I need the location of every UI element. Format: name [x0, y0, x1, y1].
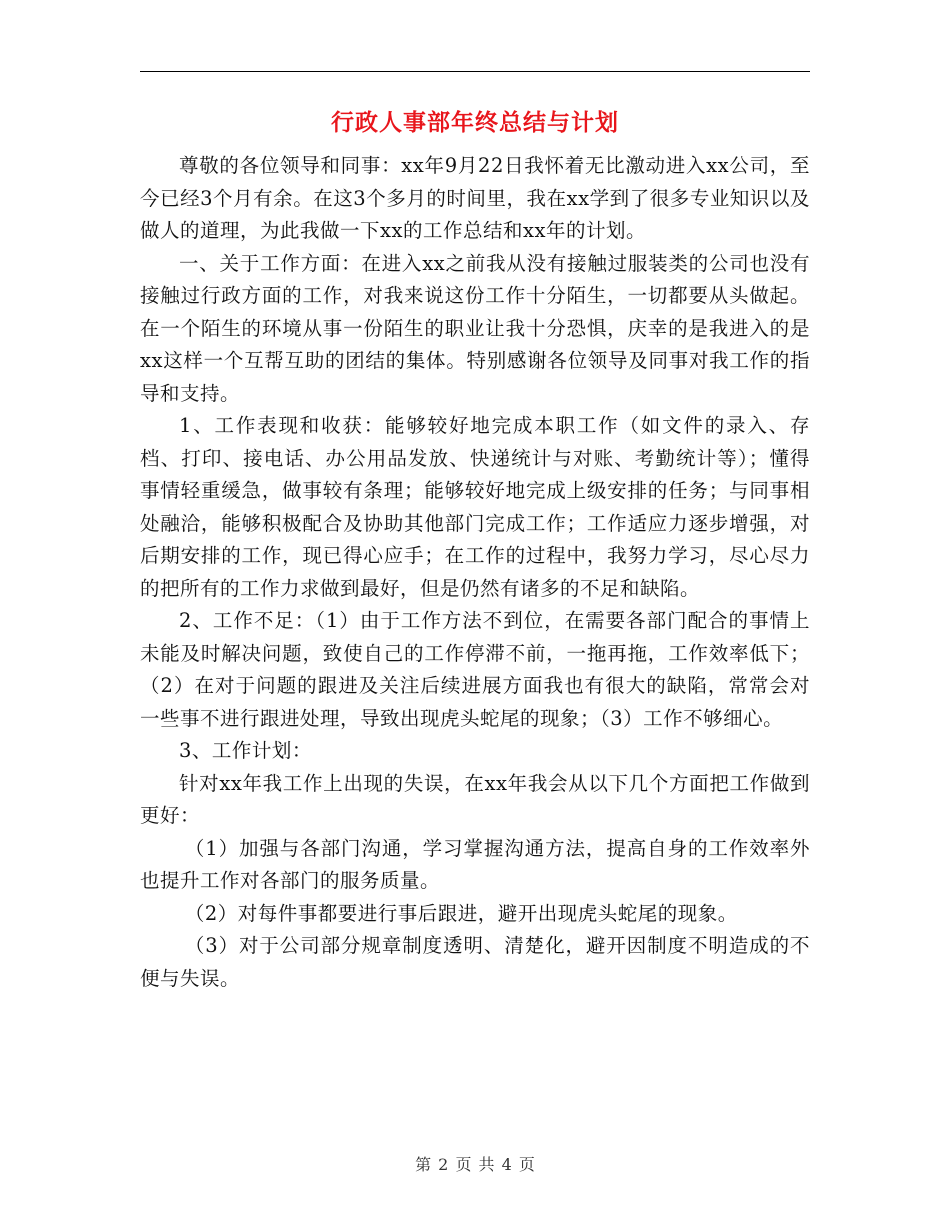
paragraph-shortcomings: 2、工作不足：（1）由于工作方法不到位，在需要各部门配合的事情上未能及时解决问题，致使自己的工作停滞不前，一拖再拖，工作效率低下；（2）在对于问题的跟进及关注后续进展方面我也有很大的缺陷，常常会对一些事不进行跟进处理，导致出现虎头蛇尾的现象；（3）工作不够细心。 [140, 609, 810, 730]
page-number: 第 2 页 共 4 页 [415, 1155, 535, 1174]
paragraph-greeting: 尊敬的各位领导和同事：xx年9月22日我怀着无比激动进入xx公司，至今已经3个月有余。在这3个多月的时间里，我在xx学到了很多专业知识以及做人的道理，为此我做一下xx的工作总结和xx年的计划。 [140, 154, 810, 242]
paragraph-performance: 1、工作表现和收获：能够较好地完成本职工作（如文件的录入、存档、打印、接电话、办公用品发放、快递统计与对账、考勤统计等）；懂得事情轻重缓急，做事较有条理；能够较好地完成上级安排的任务；与同事相处融洽，能够积极配合及协助其他部门完成工作；工作适应力逐步增强，对后期安排的工作，现已得心应手；在工作的过程中，我努力学习，尽心尽力的把所有的工作力求做到最好，但是仍然有诸多的不足和缺陷。 [140, 414, 810, 600]
paragraph-work-aspect: 一、关于工作方面：在进入xx之前我从没有接触过服装类的公司也没有接触过行政方面的工作，对我来说这份工作十分陌生，一切都要从头做起。在一个陌生的环境从事一份陌生的职业让我十分恐惧，庆幸的是我进入的是xx这样一个互帮互助的团结的集体。特别感谢各位领导及同事对我工作的指导和支持。 [140, 251, 810, 405]
document-body [140, 150, 810, 995]
paragraph-plan-heading: 3、工作计划： [179, 739, 312, 762]
document-title: 行政人事部年终总结与计划 [331, 109, 619, 136]
paragraph-plan-item-3: （3）对于公司部分规章制度透明、清楚化，避开因制度不明造成的不便与失误。 [140, 934, 810, 990]
paragraph-plan-intro: 针对xx年我工作上出现的失误，在xx年我会从以下几个方面把工作做到更好： [140, 771, 810, 827]
paragraph-plan-item-1: （1）加强与各部门沟通，学习掌握沟通方法，提高自身的工作效率外也提升工作对各部门的服务质量。 [140, 836, 810, 892]
paragraph-plan-item-2: （2）对每件事都要进行事后跟进，避开出现虎头蛇尾的现象。 [184, 901, 738, 925]
header-rule [140, 71, 810, 72]
